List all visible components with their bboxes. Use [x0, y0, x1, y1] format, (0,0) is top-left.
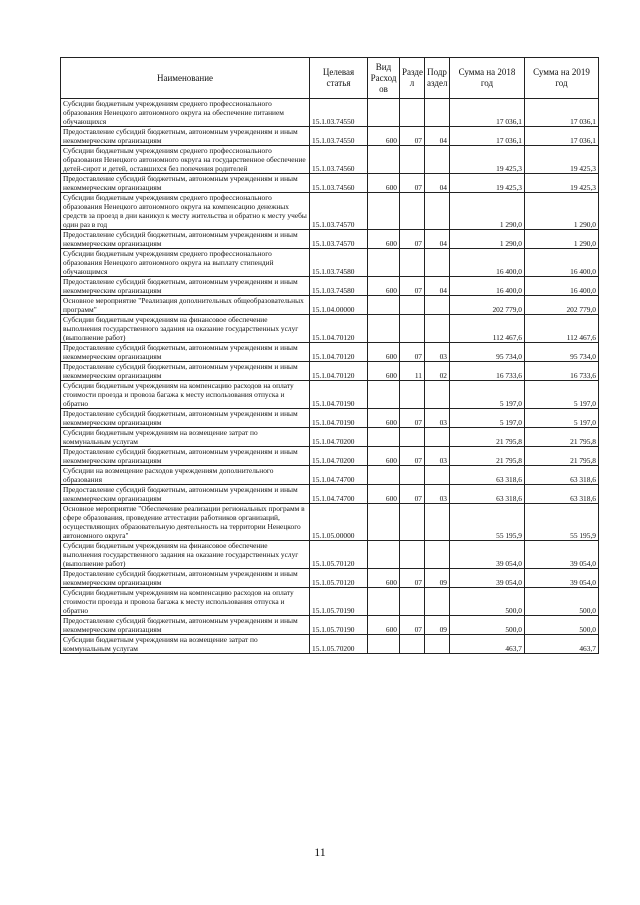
table-row [61, 466, 599, 485]
row-sum2018: 16 400,0 [450, 277, 525, 296]
table-row [61, 447, 599, 466]
table-row [61, 569, 599, 588]
row-vid [368, 541, 400, 569]
row-name: Основное мероприятие "Обеспечение реализации региональных программ в сфере образования, проведение аттестации работников организаций, осуществляющих образовательную деятельность на территории Ненецкого автономного округа" [61, 504, 310, 541]
row-sum2019: 95 734,0 [525, 343, 599, 362]
row-code: 15.1.05.70120 [310, 569, 368, 588]
row-podrazdel: 03 [425, 485, 450, 504]
row-razdel [400, 249, 425, 277]
row-sum2018: 55 195,9 [450, 504, 525, 541]
row-code: 15.1.03.74570 [310, 230, 368, 249]
table-row [61, 296, 599, 315]
row-vid [368, 99, 400, 127]
row-podrazdel: 04 [425, 127, 450, 146]
row-sum2019: 39 054,0 [525, 569, 599, 588]
row-sum2018: 39 054,0 [450, 541, 525, 569]
row-sum2019: 21 795,8 [525, 447, 599, 466]
row-sum2018: 63 318,6 [450, 466, 525, 485]
row-vid: 600 [368, 409, 400, 428]
row-vid [368, 249, 400, 277]
table-row [61, 635, 599, 654]
row-code: 15.1.05.70190 [310, 616, 368, 635]
row-name: Предоставление субсидий бюджетным, автономным учреждениям и иным некоммерческим организациям [61, 174, 310, 193]
row-podrazdel [425, 541, 450, 569]
row-vid: 600 [368, 447, 400, 466]
row-vid [368, 504, 400, 541]
row-sum2018: 5 197,0 [450, 409, 525, 428]
row-name: Предоставление субсидий бюджетным, автономным учреждениям и иным некоммерческим организациям [61, 362, 310, 381]
row-vid: 600 [368, 485, 400, 504]
row-name: Субсидии бюджетным учреждениям среднего профессионального образования Ненецкого автономного округа на государственное обеспечение детей-сирот и детей, оставшихся без попечения родителей [61, 146, 310, 174]
row-vid: 600 [368, 174, 400, 193]
row-razdel: 07 [400, 277, 425, 296]
table-row [61, 249, 599, 277]
row-podrazdel [425, 99, 450, 127]
row-sum2019: 17 036,1 [525, 99, 599, 127]
row-podrazdel: 03 [425, 409, 450, 428]
row-sum2018: 1 290,0 [450, 230, 525, 249]
row-code: 15.1.05.70190 [310, 588, 368, 616]
row-code: 15.1.03.74570 [310, 193, 368, 230]
row-vid [368, 466, 400, 485]
row-podrazdel: 03 [425, 343, 450, 362]
row-podrazdel [425, 504, 450, 541]
row-code: 15.1.03.74560 [310, 174, 368, 193]
row-sum2018: 5 197,0 [450, 381, 525, 409]
row-razdel [400, 541, 425, 569]
row-name: Субсидии бюджетным учреждениям на возмещение затрат по коммунальным услугам [61, 635, 310, 654]
row-name: Субсидии бюджетным учреждениям на финансовое обеспечение выполнения государственного задания на оказание государственных услуг (выполнение работ) [61, 315, 310, 343]
row-sum2019: 5 197,0 [525, 409, 599, 428]
row-name: Субсидии бюджетным учреждениям на возмещение затрат по коммунальным услугам [61, 428, 310, 447]
row-vid [368, 588, 400, 616]
row-sum2018: 500,0 [450, 588, 525, 616]
row-sum2019: 112 467,6 [525, 315, 599, 343]
row-sum2018: 112 467,6 [450, 315, 525, 343]
row-razdel: 07 [400, 447, 425, 466]
table-body [61, 99, 599, 654]
row-podrazdel: 02 [425, 362, 450, 381]
row-razdel: 07 [400, 616, 425, 635]
table-row [61, 428, 599, 447]
row-razdel [400, 315, 425, 343]
budget-table [60, 57, 599, 654]
header-razdel: Разде л [400, 58, 425, 99]
row-code: 15.1.03.74560 [310, 146, 368, 174]
row-sum2019: 55 195,9 [525, 504, 599, 541]
row-sum2019: 1 290,0 [525, 193, 599, 230]
row-razdel [400, 296, 425, 315]
row-sum2019: 21 795,8 [525, 428, 599, 447]
row-code: 15.1.04.00000 [310, 296, 368, 315]
row-vid [368, 315, 400, 343]
row-name: Предоставление субсидий бюджетным, автономным учреждениям и иным некоммерческим организациям [61, 230, 310, 249]
row-sum2018: 95 734,0 [450, 343, 525, 362]
row-razdel [400, 381, 425, 409]
row-podrazdel: 04 [425, 174, 450, 193]
table-header-row [61, 58, 599, 99]
row-name: Предоставление субсидий бюджетным, автономным учреждениям и иным некоммерческим организациям [61, 127, 310, 146]
row-vid [368, 296, 400, 315]
row-razdel: 07 [400, 569, 425, 588]
row-sum2018: 16 400,0 [450, 249, 525, 277]
row-razdel: 07 [400, 230, 425, 249]
row-name: Субсидии бюджетным учреждениям на финансовое обеспечение выполнения государственного задания на оказание государственных услуг (выполнение работ) [61, 541, 310, 569]
row-sum2018: 63 318,6 [450, 485, 525, 504]
row-razdel [400, 146, 425, 174]
row-podrazdel: 03 [425, 447, 450, 466]
header-code: Целевая статья [310, 58, 368, 99]
table-row [61, 362, 599, 381]
table-row [61, 588, 599, 616]
header-vid: Вид Расход ов [368, 58, 400, 99]
table-row [61, 541, 599, 569]
row-sum2019: 500,0 [525, 588, 599, 616]
row-podrazdel: 09 [425, 569, 450, 588]
row-razdel [400, 588, 425, 616]
row-podrazdel [425, 296, 450, 315]
row-podrazdel [425, 635, 450, 654]
row-name: Субсидии бюджетным учреждениям среднего профессионального образования Ненецкого автономного округа на обеспечение питанием обучающихся [61, 99, 310, 127]
row-name: Основное мероприятие "Реализация дополнительных общеобразовательных программ" [61, 296, 310, 315]
table-row [61, 230, 599, 249]
row-name: Субсидии бюджетным учреждениям среднего профессионального образования Ненецкого автономного округа на компенсацию денежных средств за проезд в дни каникул к месту жительства и обратно к месту учебы один раз в год [61, 193, 310, 230]
row-sum2019: 19 425,3 [525, 146, 599, 174]
document-page [60, 57, 598, 654]
row-razdel: 11 [400, 362, 425, 381]
table-row [61, 315, 599, 343]
row-vid: 600 [368, 362, 400, 381]
row-vid [368, 428, 400, 447]
row-razdel [400, 428, 425, 447]
row-vid: 600 [368, 343, 400, 362]
row-razdel [400, 635, 425, 654]
table-row [61, 504, 599, 541]
row-vid: 600 [368, 616, 400, 635]
row-vid: 600 [368, 277, 400, 296]
row-razdel: 07 [400, 485, 425, 504]
row-sum2018: 19 425,3 [450, 146, 525, 174]
row-razdel: 07 [400, 127, 425, 146]
page-number: 11 [314, 845, 326, 859]
table-row [61, 485, 599, 504]
row-sum2019: 16 400,0 [525, 277, 599, 296]
table-row [61, 127, 599, 146]
row-sum2018: 19 425,3 [450, 174, 525, 193]
header-name: Наименование [61, 58, 310, 99]
row-name: Предоставление субсидий бюджетным, автономным учреждениям и иным некоммерческим организациям [61, 616, 310, 635]
row-sum2018: 17 036,1 [450, 99, 525, 127]
row-razdel: 07 [400, 174, 425, 193]
row-name: Предоставление субсидий бюджетным, автономным учреждениям и иным некоммерческим организациям [61, 569, 310, 588]
row-code: 15.1.04.70120 [310, 343, 368, 362]
table-row [61, 616, 599, 635]
row-name: Предоставление субсидий бюджетным, автономным учреждениям и иным некоммерческим организациям [61, 343, 310, 362]
row-razdel [400, 99, 425, 127]
row-podrazdel [425, 193, 450, 230]
row-name: Субсидии бюджетным учреждениям на компенсацию расходов на оплату стоимости проезда и провоза багажа к месту использования отпуска и обратно [61, 588, 310, 616]
row-podrazdel [425, 249, 450, 277]
row-sum2019: 1 290,0 [525, 230, 599, 249]
row-sum2018: 21 795,8 [450, 447, 525, 466]
row-vid [368, 146, 400, 174]
row-code: 15.1.03.74550 [310, 99, 368, 127]
row-sum2018: 16 733,6 [450, 362, 525, 381]
row-code: 15.1.04.70200 [310, 428, 368, 447]
row-razdel [400, 193, 425, 230]
table-row [61, 193, 599, 230]
row-sum2018: 17 036,1 [450, 127, 525, 146]
header-podrazdel: Подр аздел [425, 58, 450, 99]
row-vid: 600 [368, 230, 400, 249]
row-code: 15.1.04.74700 [310, 466, 368, 485]
row-vid [368, 381, 400, 409]
table-row [61, 146, 599, 174]
row-sum2019: 16 733,6 [525, 362, 599, 381]
table-row [61, 99, 599, 127]
row-name: Предоставление субсидий бюджетным, автономным учреждениям и иным некоммерческим организациям [61, 447, 310, 466]
row-code: 15.1.04.70120 [310, 315, 368, 343]
header-sum2019: Сумма на 2019 год [525, 58, 599, 99]
row-podrazdel: 04 [425, 230, 450, 249]
row-podrazdel [425, 466, 450, 485]
row-podrazdel [425, 146, 450, 174]
row-code: 15.1.04.70200 [310, 447, 368, 466]
row-sum2019: 202 779,0 [525, 296, 599, 315]
table-row [61, 409, 599, 428]
row-code: 15.1.05.70120 [310, 541, 368, 569]
row-razdel [400, 504, 425, 541]
row-code: 15.1.04.70190 [310, 381, 368, 409]
row-razdel [400, 466, 425, 485]
header-sum2018: Сумма на 2018 год [450, 58, 525, 99]
row-sum2019: 463,7 [525, 635, 599, 654]
row-podrazdel: 09 [425, 616, 450, 635]
row-code: 15.1.04.70120 [310, 362, 368, 381]
row-podrazdel [425, 381, 450, 409]
row-sum2018: 500,0 [450, 616, 525, 635]
row-code: 15.1.05.70200 [310, 635, 368, 654]
row-sum2018: 21 795,8 [450, 428, 525, 447]
row-code: 15.1.04.74700 [310, 485, 368, 504]
table-row [61, 381, 599, 409]
row-sum2018: 463,7 [450, 635, 525, 654]
row-sum2018: 39 054,0 [450, 569, 525, 588]
row-sum2019: 63 318,6 [525, 466, 599, 485]
row-name: Субсидии бюджетным учреждениям на компенсацию расходов на оплату стоимости проезда и провоза багажа к месту использования отпуска и обратно [61, 381, 310, 409]
row-vid [368, 193, 400, 230]
row-code: 15.1.03.74550 [310, 127, 368, 146]
row-podrazdel [425, 428, 450, 447]
row-sum2019: 63 318,6 [525, 485, 599, 504]
table-row [61, 174, 599, 193]
row-vid [368, 635, 400, 654]
row-sum2019: 39 054,0 [525, 541, 599, 569]
row-vid: 600 [368, 569, 400, 588]
row-podrazdel: 04 [425, 277, 450, 296]
row-sum2018: 1 290,0 [450, 193, 525, 230]
row-name: Предоставление субсидий бюджетным, автономным учреждениям и иным некоммерческим организациям [61, 485, 310, 504]
row-sum2019: 500,0 [525, 616, 599, 635]
row-name: Предоставление субсидий бюджетным, автономным учреждениям и иным некоммерческим организациям [61, 277, 310, 296]
row-razdel: 07 [400, 343, 425, 362]
row-name: Предоставление субсидий бюджетным, автономным учреждениям и иным некоммерческим организациям [61, 409, 310, 428]
row-name: Субсидии на возмещение расходов учреждениям дополнительного образования [61, 466, 310, 485]
row-podrazdel [425, 588, 450, 616]
row-sum2019: 16 400,0 [525, 249, 599, 277]
row-code: 15.1.04.70190 [310, 409, 368, 428]
row-name: Субсидии бюджетным учреждениям среднего профессионального образования Ненецкого автономного округа на выплату стипендий обучающимся [61, 249, 310, 277]
row-code: 15.1.03.74580 [310, 249, 368, 277]
row-podrazdel [425, 315, 450, 343]
row-code: 15.1.03.74580 [310, 277, 368, 296]
row-sum2019: 5 197,0 [525, 381, 599, 409]
row-sum2019: 19 425,3 [525, 174, 599, 193]
row-razdel: 07 [400, 409, 425, 428]
row-sum2018: 202 779,0 [450, 296, 525, 315]
row-code: 15.1.05.00000 [310, 504, 368, 541]
table-row [61, 343, 599, 362]
row-sum2019: 17 036,1 [525, 127, 599, 146]
table-row [61, 277, 599, 296]
row-vid: 600 [368, 127, 400, 146]
